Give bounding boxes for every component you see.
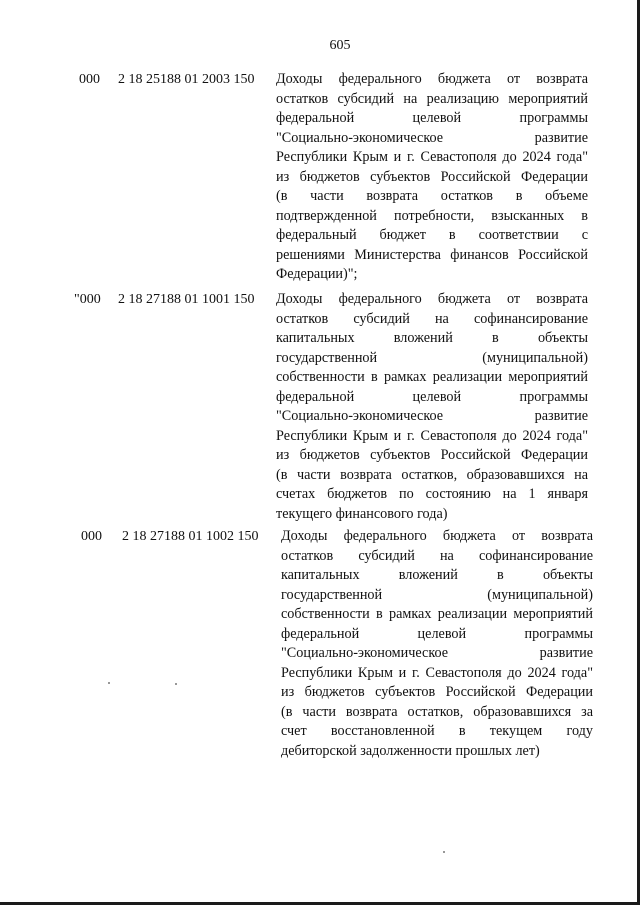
scan-speck	[108, 682, 110, 684]
entry-description	[281, 527, 593, 761]
description-line: Доходы федерального бюджета от возврата	[281, 528, 593, 544]
description-line: государственной (муниципальной)	[281, 586, 593, 603]
description-line: федеральный бюджет в соответствии с	[276, 227, 588, 243]
description-line: дебиторской задолженности прошлых лет)	[281, 742, 540, 759]
description-line: Республики Крым и г. Севастополя до 2024 года"	[276, 427, 588, 444]
description-line: Доходы федерального бюджета от возврата	[276, 291, 588, 307]
description-line: счетах бюджетов по состоянию на 1 января	[276, 486, 588, 502]
description-line: капитальных вложений в объекты	[281, 567, 593, 583]
description-line: из бюджетов субъектов Российской Федерации	[276, 447, 588, 463]
description-line: государственной (муниципальной)	[276, 349, 588, 366]
description-line: (в части возврата остатков, образовавшихся за	[281, 703, 593, 720]
description-line: счет восстановленной в текущем году	[281, 723, 593, 739]
admin-code: 000	[79, 72, 100, 87]
kbk-code: 2 18 27188 01 1002 150	[122, 529, 259, 544]
description-line: собственности в рамках реализации мероприятий	[276, 369, 588, 385]
scan-speck	[175, 683, 177, 685]
description-line: Доходы федерального бюджета от возврата	[276, 71, 588, 87]
admin-code: "000	[74, 292, 101, 307]
description-line: подтвержденной потребности, взысканных в	[276, 207, 588, 224]
page-number: 605	[329, 38, 351, 53]
description-line: капитальных вложений в объекты	[276, 330, 588, 346]
description-line: текущего финансового года)	[276, 505, 448, 522]
description-line: собственности в рамках реализации мероприятий	[281, 606, 593, 622]
description-line: (в части возврата остатков, образовавшихся на	[276, 466, 588, 483]
description-line: остатков субсидий на софинансирование	[276, 310, 588, 327]
description-line: "Социально-экономическое развитие	[281, 645, 593, 661]
description-line: из бюджетов субъектов Российской Федерации	[281, 684, 593, 700]
description-line: федеральной целевой программы	[276, 388, 588, 405]
description-line: федеральной целевой программы	[276, 110, 588, 126]
description-line: Республики Крым и г. Севастополя до 2024 года"	[276, 149, 588, 165]
description-line: (в части возврата остатков в объеме	[276, 188, 588, 204]
description-line: "Социально-экономическое развитие	[276, 129, 588, 146]
description-line: Республики Крым и г. Севастополя до 2024 года"	[281, 664, 593, 681]
entry-description	[276, 70, 588, 285]
description-line: Федерации)";	[276, 266, 358, 282]
kbk-code: 2 18 27188 01 1001 150	[118, 292, 255, 307]
scan-speck	[443, 851, 445, 853]
entry-description	[276, 290, 588, 524]
description-line: федеральной целевой программы	[281, 625, 593, 642]
description-line: "Социально-экономическое развитие	[276, 408, 588, 424]
description-line: остатков субсидий на реализацию мероприятий	[276, 90, 588, 107]
description-line: остатков субсидий на софинансирование	[281, 547, 593, 564]
kbk-code: 2 18 25188 01 2003 150	[118, 72, 255, 87]
description-line: решениями Министерства финансов Российской	[276, 246, 588, 263]
description-line: из бюджетов субъектов Российской Федерации	[276, 168, 588, 185]
admin-code: 000	[81, 529, 102, 544]
